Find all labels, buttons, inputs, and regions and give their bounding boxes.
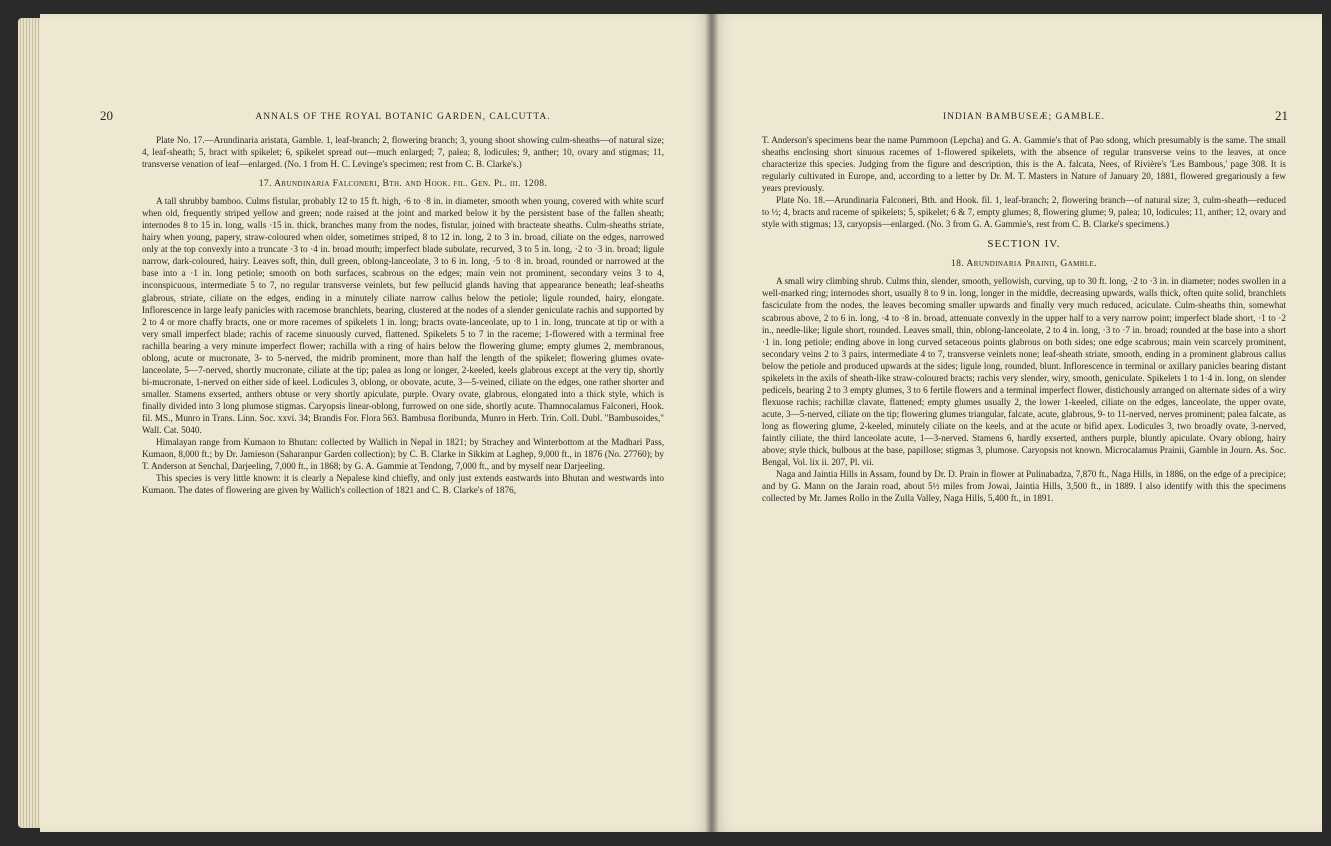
species-17-description: A tall shrubby bamboo. Culms fistular, probably 12 to 15 ft. high, ·6 to ·8 in. in diameter, smooth when young, covered with white scurf when old, frequently striped yellow and green; node raised at the joint and marked below it by the persistent base of the fallen sheath; internodes 8 to 15 in. long, walls ·15 in. thick, branches many from the nodes, fistular, joined with bracteate sheaths. Culm-sheaths striate, hairy when young, papery, straw-coloured when older, sometimes striped, 8 to 12 in. long, 2 to 3 in. broad, ciliate on the edges, narrowed only at the top convexly into a truncate ·3 to ·4 in. broad mouth; imperfect blade subulate, recurved, 3 to 5 in. long, ·2 to ·3 in. broad; ligule narrow, dark-coloured, hairy. Leaves soft, thin, dull green, oblong-lanceolate, 3 to 6 in. long, ·5 to ·8 in. broad, rounded or narrowed at the base into a ·1 in. long petiole; smooth on both surfaces, scabrous on the edges; main vein not prominent, secondary veins 3 to 4, inconspicuous, intermediate 5 to 7, no regular transverse veinlets, but few pellucid glands having that appearance beneath; leaf-sheaths glabrous, striate, ciliate on the edges, ending in a minutely ciliate narrow callus below the petiole; ligule rounded, hairy, elongate. Inflorescence in large leafy panicles with racemose branchlets, bearing, clustered at the nodes of a slender geniculate rachis and supported by 2 to 4 or more chaffy bracts, one or more racemes of spikelets 1 in. long; bracts ovate-lanceolate, up to 1 in. long, truncate at tip or with a very small imperfect blade; rachis of raceme sinuously curved, flattened. Spikelets 5 to 7 in the raceme; 1-flowered with a terminal free rachilla bearing a very minute imperfect flower; rachilla with a ring of hairs below the flowering glume; empty glumes 2, membranous, oblong, acute or mucronate, 3- to 5-nerved, the midrib prominent, more than half the length of the spikelet; flowering glumes ovate-lanceolate, 5—7-nerved, shortly mucronate, ciliate at the tip; palea as long or longer, 2-keeled, keels glabrous except at the very tip, shortly bi-mucronate, 1-nerved on either side of keel. Lodicules 3, oblong, or obovate, acute, 3—5-veined, ciliate on the edges, one rather shorter and smaller. Stamens exserted, anthers obtuse or very shortly apiculate, purple. Ovary ovate, glabrous, elongated into a thick style, which is finally divided into 3 long plumose stigmas. Caryopsis linear-oblong, furrowed on one side, shortly acute. Thamnocalamus Falconeri, Hook. fil. MS., Munro in Trans. Linn. Soc. xxvi. 34; Brandis For. Flora 563. Bambusa floribunda, Munro in Herb. Trin. Coll. Dubl. "Bambusoides," Wall. Cat. 5040. [142, 196, 664, 436]
species-17-heading: 17. Arundinaria Falconeri, Bth. and Hook. fil. Gen. Pl. iii. 1208. [258, 178, 548, 190]
species-17-distribution: Himalayan range from Kumaon to Bhutan: collected by Wallich in Nepal in 1821; by Strachey and Winterbottom at the Madhari Pass, Kumaon, 8,000 ft.; by Dr. Jamieson (Saharanpur Garden collection); by C. B. Clarke in Sikkim at Laghep, 9,000 ft., in 1876 (No. 27760); by T. Anderson at Senchal, Darjeeling, 7,000 ft., in 1868; by G. A. Gammie at Tendong, 7,000 ft., and by myself near Darjeeling. [142, 437, 664, 472]
section-heading: SECTION IV. [987, 238, 1061, 251]
species-17-continuation: T. Anderson's specimens bear the name Pummoon (Lepcha) and G. A. Gammie's that of Pao sdong, which presumably is the same. The small sheaths enclosing short sinuous racemes of 1-flowered spikelets, with the absence of regular transverse veins to the leaves, at once characterize this species. Judging from the figure and description, this is the A. falcata, Nees, of Rivière's 'Les Bambous,' page 308. It is regularly cultivated in Europe, and, according to a letter by Dr. M. T. Masters in Nature of January 20, 1881, flowered gregariously a few years previously. [762, 135, 1286, 194]
species-18-description: A small wiry climbing shrub. Culms thin, slender, smooth, yellowish, curving, up to 30 ft. long, ·2 to ·3 in. in diameter; nodes swollen in a well-marked ring; internodes short, usually 8 to 9 in. long, longer in the middle, decreasing upwards, walls thick, often quite solid, branchlets fasciculate from the nodes, the leaves becoming smaller upwards and finally very much reduced, aciculate. Culm-sheaths thin, somewhat scabrous above, 2 to 6 in. long, ·4 to ·8 in. broad, attenuate convexly in the upper half to a very narrow point; imperfect blade short, ·1 to ·2 in., needle-like; ligule short, rounded. Leaves small, thin, oblong-lanceolate, 2 to 4 in. long, ·3 to ·7 in. broad; rounded at the base into a short ·1 in. long petiole; ending above in long curved setaceous points glabrous on both sides; one edge scabrous; main vein scarcely prominent, secondary veins 2 to 3 pairs, intermediate 4 to 7, transverse veinlets none; leaf-sheath striate, smooth, ending in a prominent glabrous callus below the petiole and produced upwards at the sides; ligule long, rounded, blunt. Inflorescence in terminal or axillary panicles bearing distant spikelets in the axils of sheath-like straw-coloured bracts; rachis very slender, wiry, smooth, geniculate. Spikelets 1 to 1·4 in. long, on slender pedicels, bearing 2 to 3 empty glumes, 3 to 6 fertile flowers and a terminal imperfect flower, distichously arranged on alternate sides of a wiry flexuose rachis; rachillæ clavate, flattened; empty glumes usually 2, the lower 1-keeled, ciliate on the edges, lanceolate, the upper ovate, acute, 3—5-nerved, ciliate on the tip; flowering glumes triangular, falcate, acute, glabrous, 9- to 11-nerved, nerves prominent; palea falcate, as long as flowering glume, 2-keeled, minutely ciliate on the keels, and at the acute or bifid apex. Lodicules 3, two broadly ovate, 3-nerved, faintly ciliate, the third lanceolate acute, 1—3-nerved. Stamens 6, hardly exserted, anthers purple, bluntly apiculate. Ovary oblong, hairy above; style thick, bulbous at the base, papillose; stigmas 3, plumose. Caryopsis not known. Microcalamus Prainii, Gamble in Journ. As. Soc. Bengal, Vol. lix ii. 207, Pl. vii. [762, 276, 1286, 468]
left-page [40, 14, 712, 832]
species-18-heading: 18. Arundinaria Prainii, Gamble. [950, 258, 1098, 270]
left-page-number: 20 [100, 108, 113, 123]
species-18-distribution: Naga and Jaintia Hills in Assam, found by Dr. D. Prain in flower at Pulinabadza, 7,870 ft., Naga Hills, in 1886, on the edge of a precipice; and by G. Mann on the Jarain road, about 5½ miles from Jowai, Jaintia Hills, 3,500 ft., in 1889. I also identify with this the specimens collected by Mr. James Rollo in the Zulla Valley, Naga Hills, 5,400 ft., in 1891. [762, 469, 1286, 504]
right-running-title: INDIAN BAMBUSEÆ; GAMBLE. [942, 112, 1106, 122]
plate-17-caption: Plate No. 17.—Arundinaria aristata, Gamble. 1, leaf-branch; 2, flowering branch; 3, young shoot showing culm-sheaths—of natural size; 4, leaf-sheath; 5, bract with spikelet; 6, spikelet spread out—much enlarged; 7, palea; 8, lodicules; 9, anther; 10, ovary and stigmas; 11, transverse venation of leaf—enlarged. (No. 1 from H. C. Levinge's specimen; rest from C. B. Clarke's.) [142, 135, 664, 170]
left-running-head [100, 108, 664, 130]
species-17-notes: This species is very little known: it is clearly a Nepalese kind chiefly, and only just extends eastwards into Bhutan and westwards into Kumaon. The dates of flowering are given by Wallich's collection of 1821 and C. B. Clarke's of 1876, [142, 473, 664, 496]
right-page [712, 14, 1322, 832]
right-running-head [762, 108, 1288, 130]
left-running-title: ANNALS OF THE ROYAL BOTANIC GARDEN, CALCUTTA. [255, 112, 551, 122]
plate-18-caption: Plate No. 18.—Arundinaria Falconeri, Bth. and Hook. fil. 1, leaf-branch; 2, flowering branch—of natural size; 3, culm-sheath—reduced to ½; 4, bracts and raceme of spikelets; 5, spikelet; 6 & 7, empty glumes; 8, flowering glume; 9, palea; 10, lodicules; 11, anther; 12, ovary and style with stigmas; 13, caryopsis—enlarged. (No. 3 from G. A. Gammie's, rest from C. B. Clarke's specimens.) [762, 195, 1286, 230]
right-page-number: 21 [1275, 108, 1288, 123]
book-gutter [706, 14, 718, 832]
